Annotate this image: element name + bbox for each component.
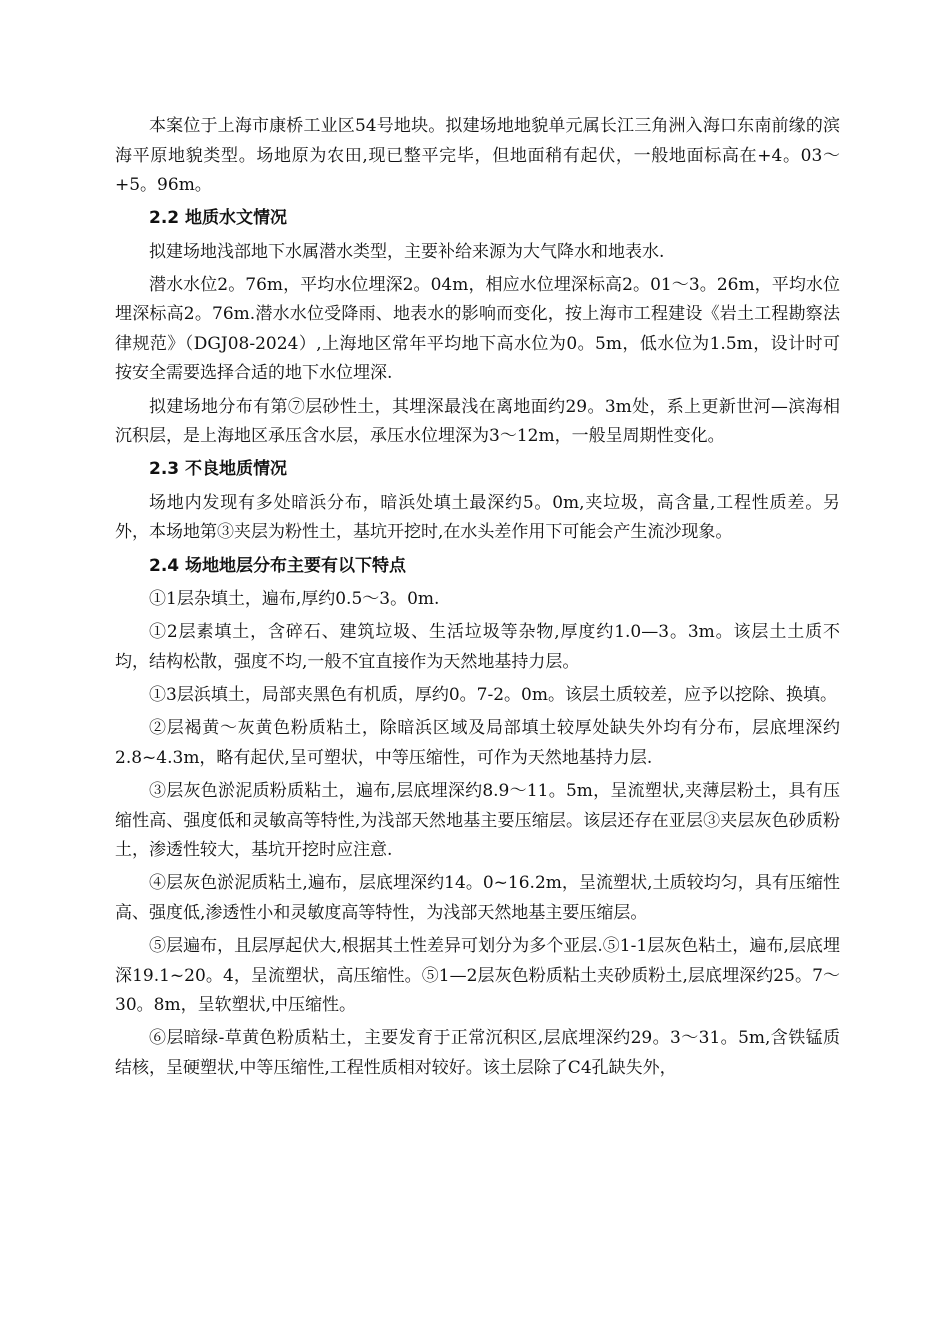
paragraph-groundwater-type: 拟建场地浅部地下水属潜水类型，主要补给来源为大气降水和地表水.	[149, 241, 665, 262]
paragraph-layer-2: ②层褐黄～灰黄色粉质粘土，除暗浜区域及局部填土较厚处缺失外均有分布，层底埋深约2.8~4.3m，略有起伏,呈可塑状，中等压缩性，可作为天然地基持力层.	[115, 718, 840, 768]
heading-adverse-geology: 2.3 不良地质情况	[149, 459, 288, 480]
paragraph-layer-4: ④层灰色淤泥质粘土,遍布，层底埋深约14。0~16.2m，呈流塑状,土质较均匀，具有压缩性高、强度低,渗透性小和灵敏度高等特性，为浅部天然地基主要压缩层。	[115, 873, 840, 923]
paragraph-layer-6: ⑥层暗绿-草黄色粉质粘土，主要发育于正常沉积区,层底埋深约29。3～31。5m,含铁锰质结核，呈硬塑状,中等压缩性,工程性质相对较好。该土层除了C4孔缺失外，	[115, 1028, 840, 1078]
paragraph-water-level: 潜水水位2。76m，平均水位埋深2。04m，相应水位埋深标高2。01～3。26m，平均水位埋深标高2。76m.潜水水位受降雨、地表水的影响而变化，按上海市工程建设《岩土工程勘察法律规范》（DGJ08-2024）,上海地区常年平均地下高水位为0。5m，低水位为1.5m，设计时可按安全需要选择合适的地下水位埋深.	[115, 274, 840, 384]
document-body	[115, 112, 840, 1087]
paragraph-confined-aquifer: 拟建场地分布有第⑦层砂性土，其埋深最浅在离地面约29。3m处，系上更新世河—滨海相沉积层，是上海地区承压含水层，承压水位埋深为3～12m，一般呈周期性变化。	[115, 396, 840, 447]
paragraph-site-location: 本案位于上海市康桥工业区54号地块。拟建场地地貌单元属长江三角洲入海口东南前缘的滨海平原地貌类型。场地原为农田,现已整平完毕，但地面稍有起伏，一般地面标高在+4。03～+5。96m。	[115, 116, 840, 195]
paragraph-layer-3: ③层灰色淤泥质粉质粘土，遍布,层底埋深约8.9～11。5m，呈流塑状,夹薄层粉土，具有压缩性高、强度低和灵敏高等特性,为浅部天然地基主要压缩层。该层还存在亚层③夹层灰色砂质粉土，渗透性较大，基坑开挖时应注意.	[115, 781, 840, 861]
heading-hydrogeology: 2.2 地质水文情况	[149, 208, 288, 229]
paragraph-layer-1-3: ①3层浜填土，局部夹黑色有机质，厚约0。7-2。0m。该层土质较差，应予以挖除、换填。	[149, 684, 837, 705]
paragraph-layer-5: ⑤层遍布，且层厚起伏大,根据其土性差异可划分为多个亚层.⑤1-1层灰色粘土，遍布,层底埋深19.1~20。4，呈流塑状，高压缩性。⑤1—2层灰色粉质粘土夹砂质粉土,层底埋深约25。7～30。8m，呈软塑状,中压缩性。	[115, 936, 840, 1016]
paragraph-layer-1-1: ①1层杂填土，遍布,厚约0.5～3。0m.	[149, 588, 440, 609]
paragraph-buried-channels: 场地内发现有多处暗浜分布，暗浜处填土最深约5。0m,夹垃圾，高含量,工程性质差。另外，本场地第③夹层为粉性土，基坑开挖时,在水头差作用下可能会产生流沙现象。	[115, 492, 840, 543]
heading-stratum-features: 2.4 场地地层分布主要有以下特点	[149, 555, 407, 576]
paragraph-layer-1-2: ①2层素填土，含碎石、建筑垃圾、生活垃圾等杂物,厚度约1.0—3。3m。该层土土质不均，结构松散，强度不均,一般不宜直接作为天然地基持力层。	[115, 622, 840, 672]
